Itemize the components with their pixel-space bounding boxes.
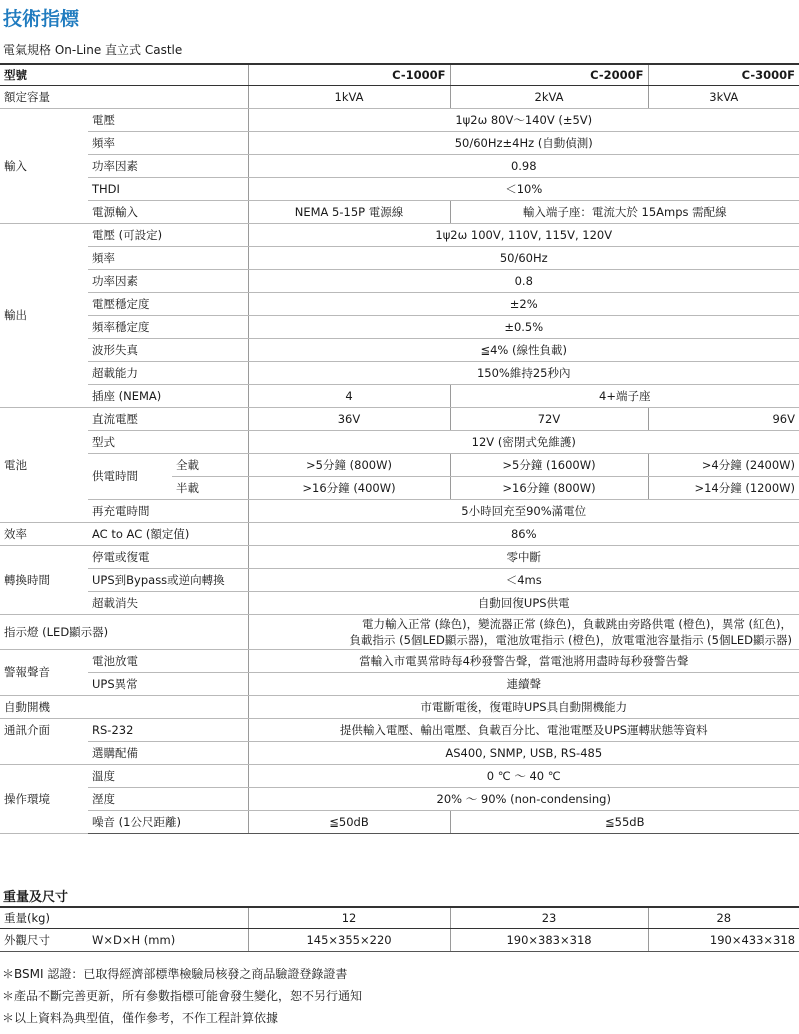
cell-value: 190×433×318 bbox=[648, 929, 799, 952]
table-row bbox=[0, 929, 799, 952]
indicator-description bbox=[248, 615, 799, 650]
cell-value: 1kVA bbox=[248, 86, 450, 109]
group-label-input: 輸入 bbox=[0, 109, 88, 224]
cell-value: >5分鐘 (800W) bbox=[248, 454, 450, 477]
dimensions-table bbox=[0, 906, 799, 952]
row-label: 電源輸入 bbox=[88, 201, 248, 224]
table-row bbox=[0, 907, 799, 929]
model-c1000f: C-1000F bbox=[248, 64, 450, 86]
table-row bbox=[0, 408, 799, 431]
cell-value: 0.8 bbox=[248, 270, 799, 293]
cell-value: 96V bbox=[648, 408, 799, 431]
row-label: 外觀尺寸 bbox=[0, 929, 88, 952]
cell-value: 150%維持25秒內 bbox=[248, 362, 799, 385]
cell-value: 36V bbox=[248, 408, 450, 431]
cell-value: 4 bbox=[248, 385, 450, 408]
table-row bbox=[0, 431, 799, 454]
cell-value: 5小時回充至90%滿電位 bbox=[248, 500, 799, 523]
group-label-alarm: 警報聲音 bbox=[0, 650, 88, 696]
model-c3000f: C-3000F bbox=[648, 64, 799, 86]
spec-table bbox=[0, 63, 799, 834]
cell-value: 50/60Hz±4Hz (自動偵測) bbox=[248, 132, 799, 155]
row-label: 電壓 (可設定) bbox=[88, 224, 248, 247]
footnote: ＊BSMI 認證：已取得經濟部標準檢驗局核發之商品驗證登錄證書 bbox=[2, 967, 348, 981]
indicator-line-2: 負載指示 (5個LED顯示器)，電池放電指示 (橙色)，放電電池容量指示 (5個LED顯示器) bbox=[349, 633, 792, 647]
cell-value: 1ψ2ω 100V, 110V, 115V, 120V bbox=[248, 224, 799, 247]
cell-value: AS400, SNMP, USB, RS-485 bbox=[248, 742, 799, 765]
row-label: 超載消失 bbox=[88, 592, 248, 615]
cell-value: 輸入端子座：電流大於 15Amps 需配線 bbox=[450, 201, 799, 224]
row-label: 波形失真 bbox=[88, 339, 248, 362]
cell-value: 50/60Hz bbox=[248, 247, 799, 270]
table-row bbox=[0, 765, 799, 788]
table-row bbox=[0, 316, 799, 339]
row-label: 溼度 bbox=[88, 788, 248, 811]
cell-value: 12 bbox=[248, 907, 450, 929]
row-label: 指示燈 (LED顯示器) bbox=[0, 615, 248, 650]
cell-value: 0 ℃ ～ 40 ℃ bbox=[248, 765, 799, 788]
cell-value: 72V bbox=[450, 408, 648, 431]
table-row bbox=[0, 811, 799, 834]
cell-value: ＜4ms bbox=[248, 569, 799, 592]
row-label: 供電時間 bbox=[88, 454, 172, 500]
row-unit: W×D×H (mm) bbox=[88, 929, 248, 952]
cell-value: 0.98 bbox=[248, 155, 799, 178]
cell-value: 連續聲 bbox=[248, 673, 799, 696]
dimensions-title: 重量及尺寸 bbox=[3, 890, 69, 905]
cell-value: 145×355×220 bbox=[248, 929, 450, 952]
row-label: RS-232 bbox=[88, 719, 248, 742]
sub-label-half-load: 半載 bbox=[172, 477, 248, 500]
table-row bbox=[0, 339, 799, 362]
row-label: THDI bbox=[88, 178, 248, 201]
cell-value: ≦4% (線性負載) bbox=[248, 339, 799, 362]
row-label: 型式 bbox=[88, 431, 248, 454]
table-row bbox=[0, 569, 799, 592]
group-label-output: 輸出 bbox=[0, 224, 88, 408]
footnote: ＊產品不斷完善更新，所有參數指標可能會發生變化，恕不另行通知 bbox=[2, 989, 363, 1003]
row-label: 功率因素 bbox=[88, 155, 248, 178]
table-row bbox=[0, 650, 799, 673]
model-c2000f: C-2000F bbox=[450, 64, 648, 86]
table-row bbox=[0, 385, 799, 408]
table-row bbox=[0, 155, 799, 178]
table-row bbox=[0, 523, 799, 546]
cell-value: >16分鐘 (400W) bbox=[248, 477, 450, 500]
row-label: UPS異常 bbox=[88, 673, 248, 696]
cell-value: ＜10% bbox=[248, 178, 799, 201]
row-label: 插座 (NEMA) bbox=[88, 385, 248, 408]
group-label-battery: 電池 bbox=[0, 408, 88, 523]
row-label: 功率因素 bbox=[88, 270, 248, 293]
footnotes bbox=[2, 963, 362, 1029]
cell-value: 20% ～ 90% (non-condensing) bbox=[248, 788, 799, 811]
spec-subtitle: 電氣規格 On-Line 直立式 Castle bbox=[3, 43, 183, 57]
cell-value: >5分鐘 (1600W) bbox=[450, 454, 648, 477]
footnote: ＊以上資料為典型值，僅作參考，不作工程計算依據 bbox=[2, 1011, 279, 1025]
page-title: 技術指標 bbox=[3, 8, 80, 30]
table-row bbox=[0, 109, 799, 132]
table-row bbox=[0, 742, 799, 765]
row-label: 再充電時間 bbox=[88, 500, 248, 523]
table-row bbox=[0, 615, 799, 650]
table-header-row bbox=[0, 64, 799, 86]
cell-value: >14分鐘 (1200W) bbox=[648, 477, 799, 500]
cell-value: 23 bbox=[450, 907, 648, 929]
table-row bbox=[0, 788, 799, 811]
cell-value: 190×383×318 bbox=[450, 929, 648, 952]
cell-value: ≦50dB bbox=[248, 811, 450, 834]
cell-value: ±0.5% bbox=[248, 316, 799, 339]
cell-value: 3kVA bbox=[648, 86, 799, 109]
model-header-label: 型號 bbox=[0, 64, 248, 86]
cell-value: 1ψ2ω 80V～140V (±5V) bbox=[248, 109, 799, 132]
row-label: AC to AC (額定值) bbox=[88, 523, 248, 546]
cell-value: 86% bbox=[248, 523, 799, 546]
cell-value: 零中斷 bbox=[248, 546, 799, 569]
row-label: UPS到Bypass或逆向轉換 bbox=[88, 569, 248, 592]
cell-value: 自動回復UPS供電 bbox=[248, 592, 799, 615]
row-label: 電池放電 bbox=[88, 650, 248, 673]
cell-value: 2kVA bbox=[450, 86, 648, 109]
row-label: 超載能力 bbox=[88, 362, 248, 385]
table-row bbox=[0, 719, 799, 742]
table-row bbox=[0, 178, 799, 201]
cell-value: ±2% bbox=[248, 293, 799, 316]
table-row bbox=[0, 454, 799, 477]
table-row bbox=[0, 224, 799, 247]
cell-value: 市電斷電後，復電時UPS具自動開機能力 bbox=[248, 696, 799, 719]
cell-value: NEMA 5-15P 電源線 bbox=[248, 201, 450, 224]
table-row bbox=[0, 362, 799, 385]
row-label: 直流電壓 bbox=[88, 408, 248, 431]
group-label-efficiency: 效率 bbox=[0, 523, 88, 546]
table-row bbox=[0, 270, 799, 293]
table-row bbox=[0, 293, 799, 316]
table-row bbox=[0, 201, 799, 224]
row-label: 電壓穩定度 bbox=[88, 293, 248, 316]
table-row bbox=[0, 500, 799, 523]
row-label: 頻率穩定度 bbox=[88, 316, 248, 339]
indicator-line-1: 電力輸入正常 (綠色)，變流器正常 (綠色)，負載跳由旁路供電 (橙色)，異常 (紅色)， bbox=[361, 617, 792, 631]
cell-value: >16分鐘 (800W) bbox=[450, 477, 648, 500]
group-label-environment: 操作環境 bbox=[0, 765, 88, 834]
cell-value: 當輸入市電異常時每4秒發警告聲，當電池將用盡時每秒發警告聲 bbox=[248, 650, 799, 673]
row-label: 重量(kg) bbox=[0, 907, 248, 929]
table-row bbox=[0, 86, 799, 109]
sub-label-full-load: 全載 bbox=[172, 454, 248, 477]
group-label-comm: 通訊介面 bbox=[0, 719, 88, 765]
row-label: 選購配備 bbox=[88, 742, 248, 765]
row-label: 電壓 bbox=[88, 109, 248, 132]
table-row bbox=[0, 592, 799, 615]
table-row bbox=[0, 673, 799, 696]
cell-value: 提供輸入電壓、輸出電壓、負載百分比、電池電壓及UPS運轉狀態等資料 bbox=[248, 719, 799, 742]
table-row bbox=[0, 247, 799, 270]
table-row bbox=[0, 696, 799, 719]
row-label: 溫度 bbox=[88, 765, 248, 788]
cell-value: >4分鐘 (2400W) bbox=[648, 454, 799, 477]
row-label: 額定容量 bbox=[0, 86, 248, 109]
table-row bbox=[0, 132, 799, 155]
row-label: 頻率 bbox=[88, 132, 248, 155]
group-label-transfer: 轉換時間 bbox=[0, 546, 88, 615]
row-label: 頻率 bbox=[88, 247, 248, 270]
row-label: 停電或復電 bbox=[88, 546, 248, 569]
cell-value: 28 bbox=[648, 907, 799, 929]
row-label: 自動開機 bbox=[0, 696, 248, 719]
cell-value: 4+端子座 bbox=[450, 385, 799, 408]
cell-value: 12V (密閉式免維護) bbox=[248, 431, 799, 454]
table-row bbox=[0, 546, 799, 569]
cell-value: ≦55dB bbox=[450, 811, 799, 834]
row-label: 噪音 (1公尺距離) bbox=[88, 811, 248, 834]
